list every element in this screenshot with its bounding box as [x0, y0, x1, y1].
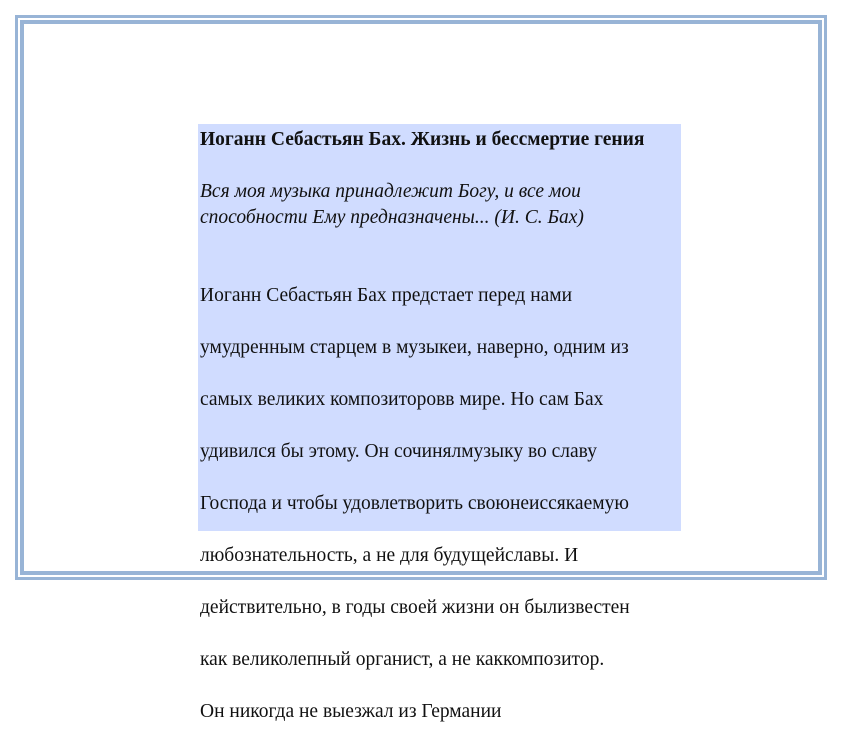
body-line: любознательность, а не для будущейславы. И [200, 545, 579, 566]
text-box [198, 124, 681, 722]
body-line: как великолепный органист, а не каккомпозитор. [200, 649, 605, 670]
body-line: действительно, в годы своей жизни он былизвестен [200, 597, 630, 618]
body-paragraph [200, 257, 679, 751]
body-line: Иоганн Себастьян Бах предстает перед нами [200, 285, 573, 306]
body-line: Он никогда не выезжал из Германии [200, 701, 502, 722]
body-line: самых великих композиторовв мире. Но сам Бах [200, 389, 604, 410]
body-line: удивился бы этому. Он сочинялмузыку во славу [200, 441, 597, 462]
body-line: Господа и чтобы удовлетворить своюнеиссякаемую [200, 493, 629, 514]
bach-quote: Вся моя музыка принадлежит Богу, и все мои способности Ему предназначены... (И. С. Бах) [200, 181, 584, 228]
slide-title: Иоганн Себастьян Бах. Жизнь и бессмертие гения [200, 129, 645, 150]
body-line: умудренным старцем в музыкеи, наверно, одним из [200, 337, 629, 358]
